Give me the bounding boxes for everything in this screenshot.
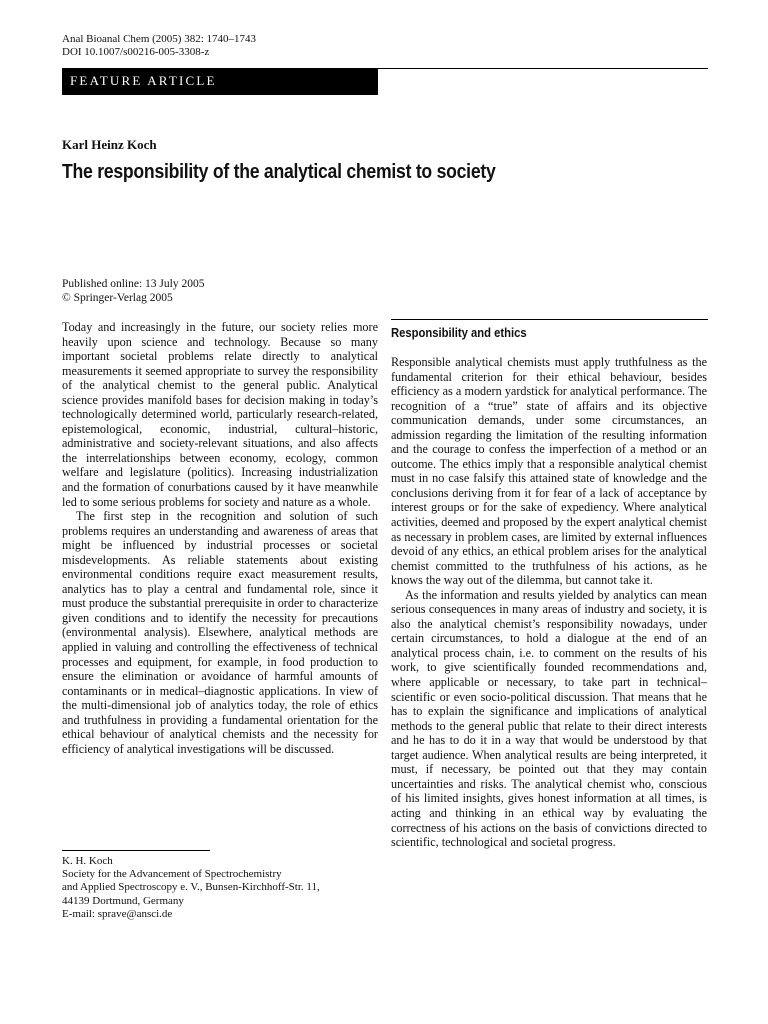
right-column	[391, 355, 707, 850]
article-title: The responsibility of the analytical chemist to society	[62, 160, 496, 183]
left-column	[62, 320, 378, 756]
article-type-label: FEATURE ARTICLE	[70, 73, 217, 88]
section-rule	[391, 319, 708, 320]
paragraph: As the information and results yielded by analytics can mean serious consequences in many areas of industry and society, it is also the analytical chemist’s responsibility nowadays, under certain circumstances, to hold a dialogue at the end of an analytical process chain, i.e. to comment on the results of his work, to give scientifically founded recommendations and, where applicable or necessary, to take part in technical–scientific or even socio-political discussion. That means that he has to explain the significance and implications of analytical methods to the general public that relate to their direct interests and he has to do it in a way that would be understood by that target audience. When analytical results are being interpreted, it must, if necessary, be pointed out that they may contain uncertainties and risks. The analytical chemist who, conscious of his limited insights, gives honest information at all times, is acting and thinking in an ethical way by evaluating the correctness of his actions on the basis of convictions directed to scientific, technological and societal progress.	[391, 587, 707, 850]
header-rule	[378, 68, 708, 69]
footnote-affiliation: Society for the Advancement of Spectrochemistry	[62, 868, 282, 881]
footnote-email[interactable]: E-mail: sprave@ansci.de	[62, 907, 173, 920]
footnote-city: 44139 Dortmund, Germany	[62, 894, 184, 907]
paragraph: The first step in the recognition and solution of such problems requires an understanding and awareness of areas that might be influenced by industrial processes or societal misdevelopments. As reliable statements about existing environmental conditions require exact measurement results, analytics has to play a central and fundamental role, since it must produce the substantial prerequisite in order to characterize given conditions and to identify the necessity for precautions (environmental analysis). Elsewhere, analytical methods are applied in valuing and controlling the effectiveness of technical processes and equipment, for example, in food production to ensure the elimination or avoidance of harmful amounts of contaminants or in medical–diagnostic applications. In view of the multi-dimensional job of analytics today, the role of ethics and truthfulness in providing a fundamental orientation for the ethical behaviour of analytical chemists and the necessity for efficiency of analytical investigations will be discussed.	[62, 509, 378, 756]
doi: DOI 10.1007/s00216-005-3308-z	[62, 46, 210, 58]
published-date: Published online: 13 July 2005	[62, 278, 205, 290]
footnote-address: and Applied Spectroscopy e. V., Bunsen-Kirchhoff-Str. 11,	[62, 881, 320, 894]
paragraph: Responsible analytical chemists must apply truthfulness as the fundamental criterion for their ethical behaviour, besides efficiency as a modern yardstick for analytical performance. The recognition of a “true” state of affairs and its objective communication demands, under some circumstances, an admission regarding the limitation of the resulting information and the courage to confess the imperfection of a method or an outcome. The ethics imply that a responsible analytical chemist must in no case falsify this attained state of knowledge and the conclusions deriving from it for fear of a lack of acceptance by interest groups or for the sake of expediency. Where analytical activities, deemed and proposed by the expert analytical chemist as necessary in problem cases, are limited by external influences devoid of any ethics, an ethical problem arises for the analytical chemist committed to the truthfulness of his actions, as he knows the way out of the dilemma, but cannot take it.	[391, 355, 707, 588]
author-footnote	[62, 855, 320, 921]
paragraph: Today and increasingly in the future, our society relies more heavily upon science and technology. Because so many important societal problems relate directly to analytical measurements it seemed appropriate to survey the responsibility of the analytical chemist to the general public. Analytical science provides manifold bases for decision making in today’s technologically determined world, particularly research-related, epistemological, economic, industrial, cultural–historic, administrative and society-relevant situations, and also affects the interrelationships between economy, ecology, common welfare and legislature (politics). Increasing industrialization and the formation of conurbations caused by it have meanwhile led to some serious problems for society and nature as a whole.	[62, 320, 378, 509]
copyright: © Springer-Verlag 2005	[62, 292, 173, 304]
footnote-rule	[62, 850, 210, 851]
journal-citation: Anal Bioanal Chem (2005) 382: 1740–1743	[62, 33, 257, 45]
author-name: Karl Heinz Koch	[62, 137, 157, 152]
article-type-banner	[62, 68, 378, 95]
footnote-name: K. H. Koch	[62, 855, 113, 867]
section-heading: Responsibility and ethics	[391, 326, 527, 340]
